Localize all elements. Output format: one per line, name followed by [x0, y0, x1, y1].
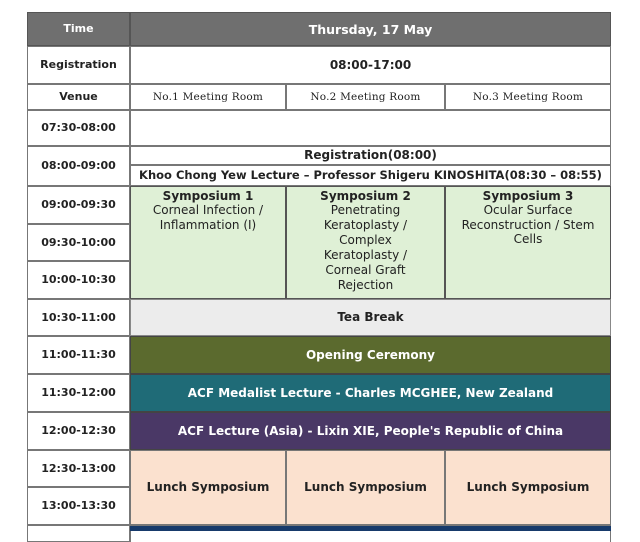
registration-label: Registration: [27, 46, 130, 84]
venue-label: Venue: [27, 84, 130, 110]
symposium-title: Symposium 1: [162, 189, 254, 203]
symposium-title: Symposium 2: [320, 189, 411, 203]
khoo-lecture: Khoo Chong Yew Lecture – Professor Shigeru KINOSHITA(08:30 – 08:55): [130, 165, 611, 186]
symposium-topic: Penetrating Keratoplasty / Complex Keratoplasty / Corneal Graft Rejection: [323, 203, 408, 293]
symposium-topic: Ocular Surface Reconstruction / Stem Cells: [461, 203, 595, 247]
time-slot: 07:30-08:00: [27, 110, 130, 146]
opening-ceremony: Opening Ceremony: [130, 336, 611, 374]
time-slot: 08:00-09:00: [27, 146, 130, 186]
venue-room-2: No.2 Meeting Room: [286, 84, 445, 110]
time-slot: 09:30-10:00: [27, 224, 130, 261]
date-header: Thursday, 17 May: [130, 12, 611, 46]
symposium-1: [130, 186, 286, 299]
time-slot: 11:00-11:30: [27, 336, 130, 374]
time-slot: 12:30-13:00: [27, 450, 130, 487]
schedule-table: [27, 12, 611, 542]
acf-medalist-lecture: ACF Medalist Lecture - Charles MCGHEE, New Zealand: [130, 374, 611, 412]
symposium-2: [286, 186, 445, 299]
symposium-title: Symposium 3: [482, 189, 574, 203]
time-slot: 10:00-10:30: [27, 261, 130, 299]
lunch-symposium-2: Lunch Symposium: [286, 450, 445, 525]
time-slot: 11:30-12:00: [27, 374, 130, 412]
time-slot-empty: [27, 525, 130, 542]
registration-hours: 08:00-17:00: [130, 46, 611, 84]
lunch-symposium-1: Lunch Symposium: [130, 450, 286, 525]
time-slot: 10:30-11:00: [27, 299, 130, 336]
venue-room-1: No.1 Meeting Room: [130, 84, 286, 110]
venue-room-3: No.3 Meeting Room: [445, 84, 611, 110]
time-slot: 12:00-12:30: [27, 412, 130, 450]
time-header: Time: [27, 12, 130, 46]
acf-asia-lecture: ACF Lecture (Asia) - Lixin XIE, People's Republic of China: [130, 412, 611, 450]
tea-break: Tea Break: [130, 299, 611, 336]
time-slot: 13:00-13:30: [27, 487, 130, 525]
symposium-topic: Corneal Infection / Inflammation (I): [152, 203, 264, 232]
lunch-symposium-3: Lunch Symposium: [445, 450, 611, 525]
time-slot: 09:00-09:30: [27, 186, 130, 224]
empty-slot: [130, 110, 611, 146]
next-event-bar: [130, 526, 611, 531]
registration-event: Registration(08:00): [130, 146, 611, 165]
symposium-3: [445, 186, 611, 299]
